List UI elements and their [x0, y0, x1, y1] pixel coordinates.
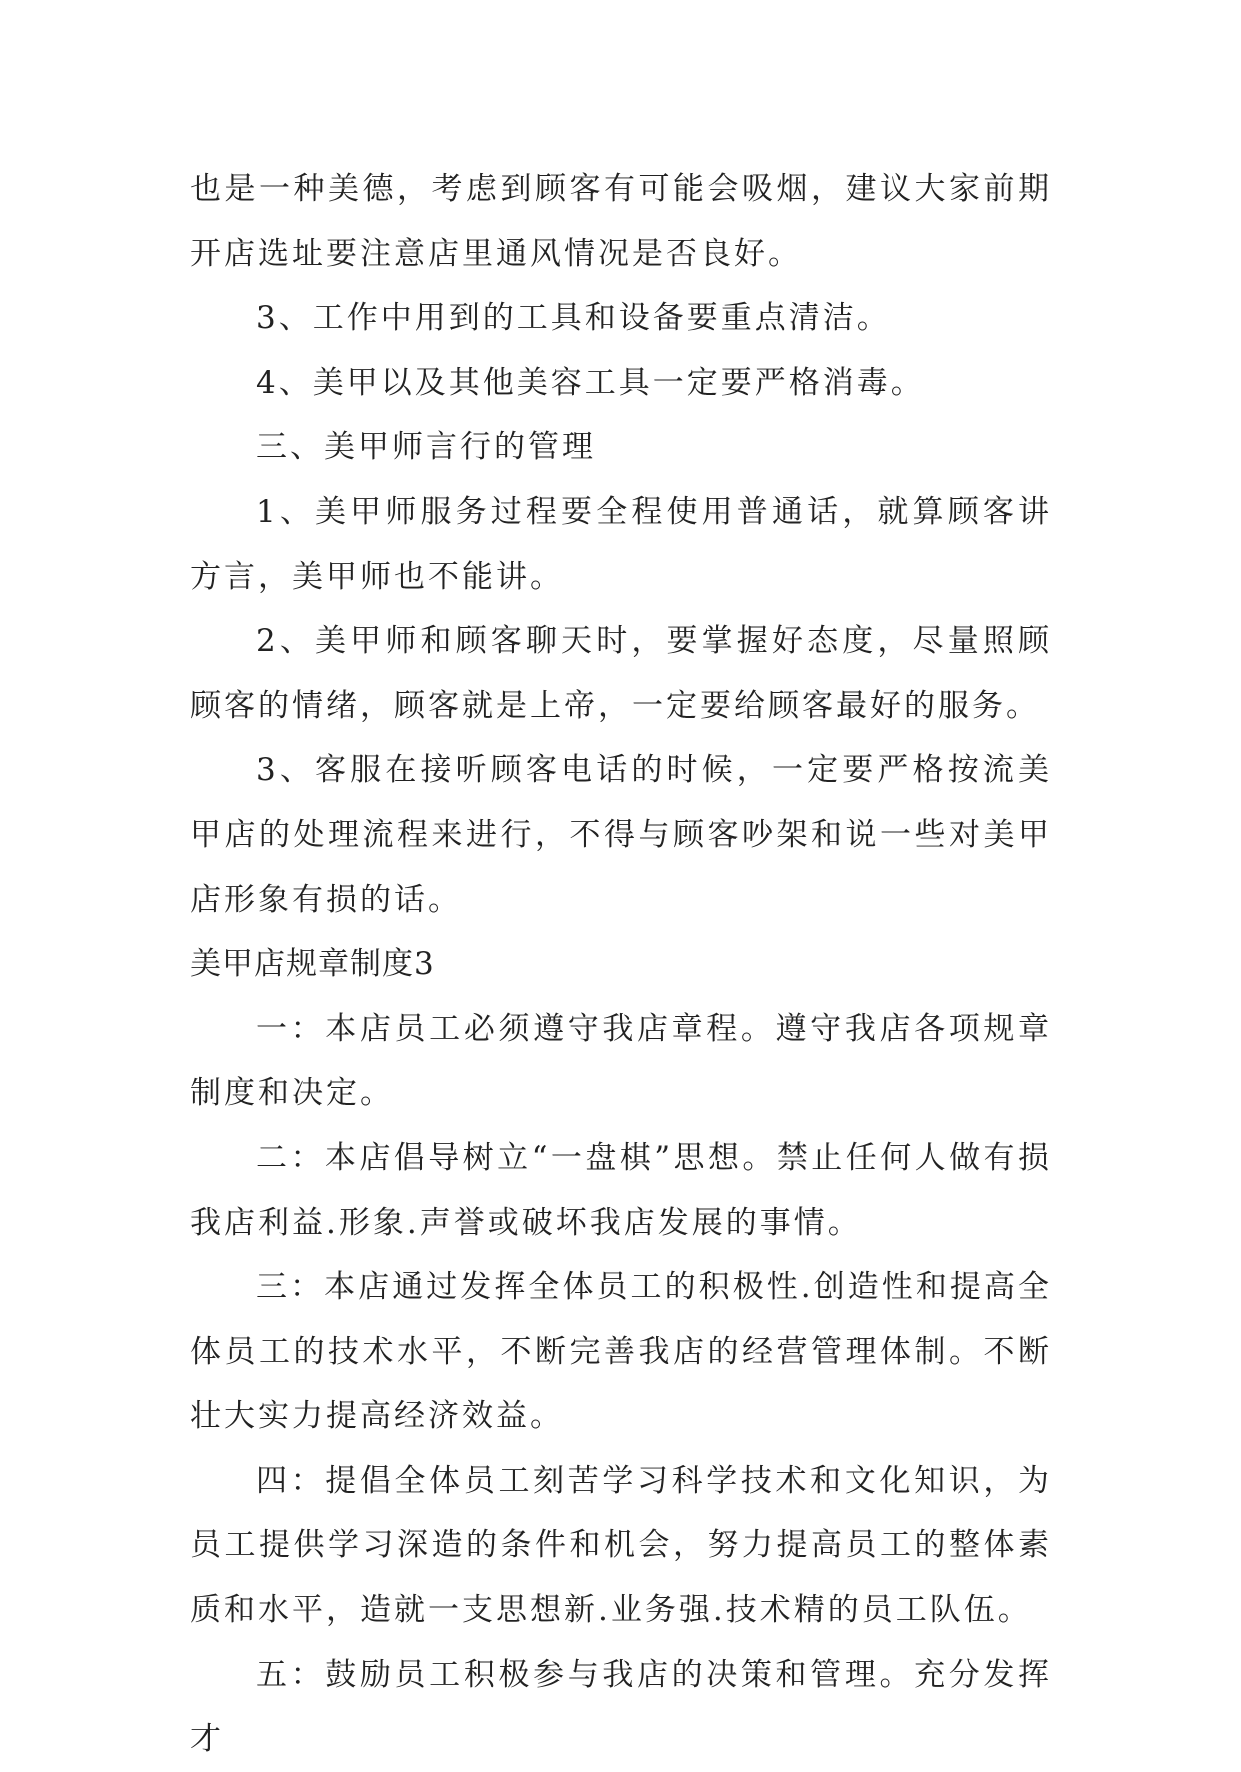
paragraph-item-3-tools: 3、工作中用到的工具和设备要重点清洁。	[256, 300, 891, 337]
paragraph-rule-4: 四：提倡全体员工刻苦学习科学技术和文化知识，为员工提供学习深造的条件和机会，努力提高员工的整体素质和水平，造就一支思想新.业务强.技术精的员工队伍。	[190, 1462, 1052, 1629]
paragraph-item-1-mandarin: 1、美甲师服务过程要全程使用普通话，就算顾客讲方言，美甲师也不能讲。	[190, 493, 1052, 595]
document-body	[190, 157, 1052, 1772]
paragraph-item-4-disinfect: 4、美甲以及其他美容工具一定要严格消毒。	[256, 364, 925, 401]
paragraph-rule-3: 三：本店通过发挥全体员工的积极性.创造性和提高全体员工的技术水平，不断完善我店的经营管理体制。不断壮大实力提高经济效益。	[190, 1269, 1052, 1435]
paragraph-continued: 也是一种美德，考虑到顾客有可能会吸烟，建议大家前期开店选址要注意店里通风情况是否良好。	[190, 171, 1052, 272]
section-heading-conduct: 三、美甲师言行的管理	[256, 429, 596, 466]
paragraph-item-2-chat: 2、美甲师和顾客聊天时，要掌握好态度，尽量照顾顾客的情绪，顾客就是上帝，一定要给顾客最好的服务。	[190, 623, 1052, 724]
document-section-title: 美甲店规章制度3	[190, 946, 435, 983]
paragraph-rule-1: 一：本店员工必须遵守我店章程。遵守我店各项规章制度和决定。	[190, 1010, 1052, 1112]
paragraph-rule-5: 五：鼓励员工积极参与我店的决策和管理。充分发挥才	[190, 1656, 1052, 1758]
paragraph-rule-2: 二：本店倡导树立“一盘棋”思想。禁止任何人做有损我店利益.形象.声誉或破坏我店发展的事情。	[190, 1139, 1052, 1241]
paragraph-item-3-phone: 3、客服在接听顾客电话的时候，一定要严格按流美甲店的处理流程来进行，不得与顾客吵架和说一些对美甲店形象有损的话。	[190, 752, 1052, 918]
